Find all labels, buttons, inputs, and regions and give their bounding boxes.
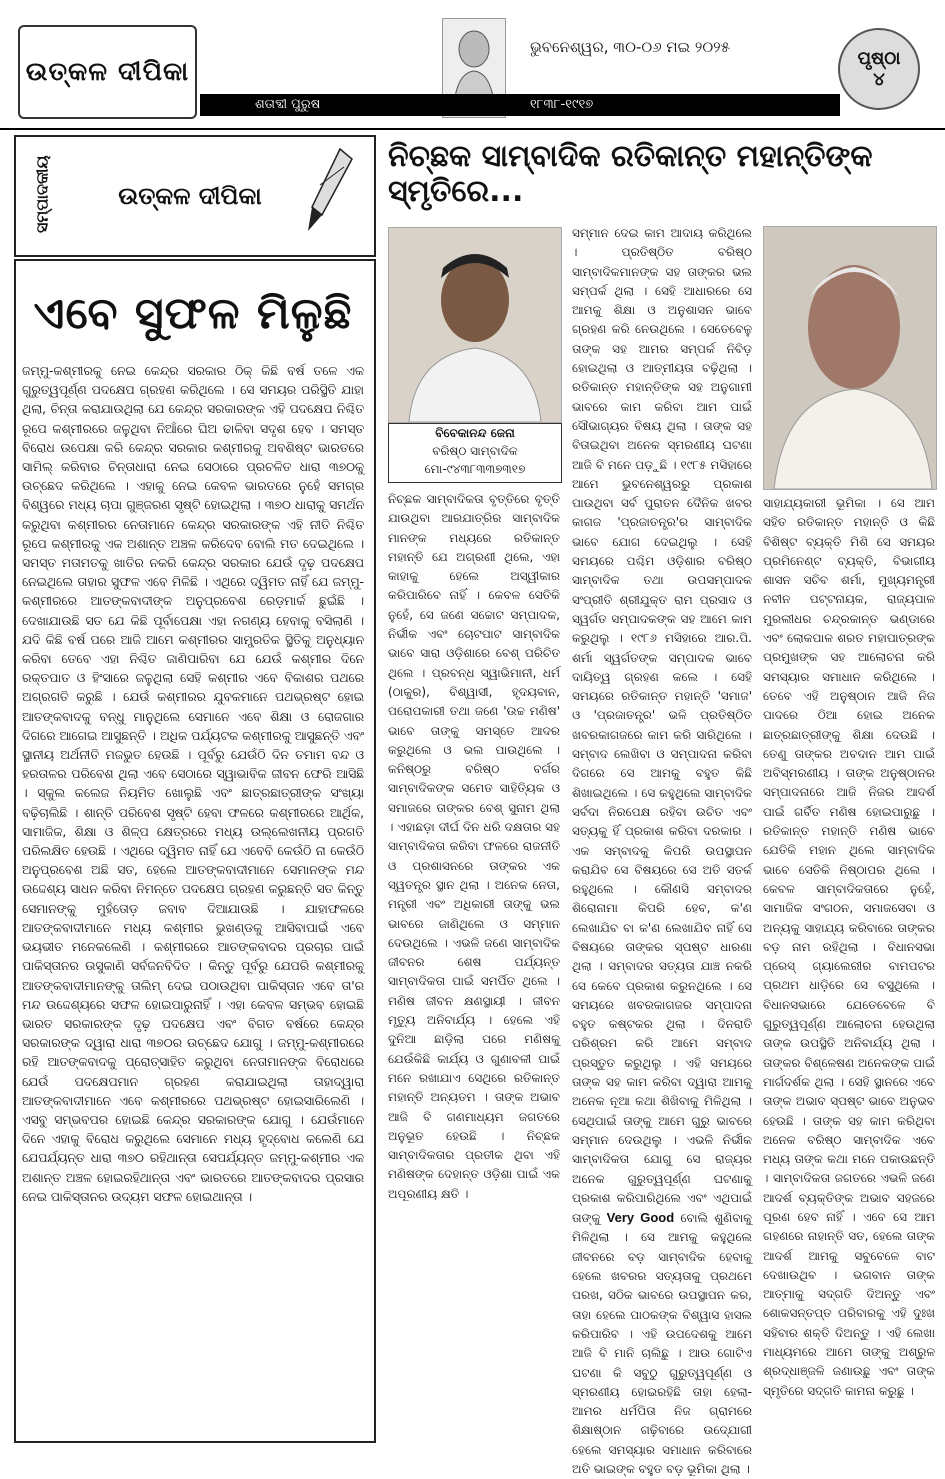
article-column-3 xyxy=(763,494,935,1401)
masthead-rule xyxy=(0,128,945,130)
article-text xyxy=(572,224,752,1479)
article-column-1 xyxy=(388,490,560,1204)
article-text-part: ବୋଲି ଶୁଣିବାକୁ ମିଳିଥିଲା । ସେ ଆମକୁ କହୁଥିଲେ ଜୀବନରେ ବଡ଼ ସାମ୍ବାଦିକ ହେବାକୁ ହେଲେ ଖବରର ସତ୍ୟତାକୁ ପ୍ରଥମେ ପରଖ, ସଠିକ ଭାବରେ ଉପସ୍ଥାପନ କର, ତାହା ହେଲେ ପାଠକଙ୍କ ବିଶ୍ୱାସ ହାସଲ କରିପାରିବ । ଏହି ଉପଦେଶକୁ ଆମେ ଆଜି ବି ମାନି ଚାଲିଛୁ । ଆଉ ଗୋଟିଏ ଘଟଣା କି ସବୁଠୁ ଗୁରୁତ୍ୱପୂର୍ଣ୍ଣ ଓ ସ୍ମରଣୀୟ ହୋଇରହିଛି ତାହା ହେଲା- ଆମର ଧର୍ମପିତା ନିଜ ଗ୍ରାମରେ ଶିକ୍ଷାଷ୍ଠାନ ଗଢ଼ିବାରେ ଉଦ୍ଯୋଗୀ ହେଲେ ସମସ୍ୟାର ସମାଧାନ କରିବାରେ ଅତି ଭାଇଙ୍କ ବହୁତ ବଡ଼ ଭୂମିକା ଥିଲା । xyxy=(572,1211,752,1476)
masthead-tagline: ଶତାବ୍ଦୀ ପୁରୁଷ xyxy=(255,97,321,112)
person-photo-icon xyxy=(389,228,561,422)
masthead-date: ଭୁବନେଶ୍ୱର, ୩୦-୦୬ ମଇ ୨୦୨୫ xyxy=(530,38,731,56)
masthead-bar xyxy=(200,94,840,116)
article-text-part: ସମ୍ମାନ ଦେଇ କାମ ଆଦାୟ କରିଥିଲେ । ପ୍ରତିଷ୍ଠିତ ବରିଷ୍ଠ ସାମ୍ବାଦିକମାନଙ୍କ ସହ ତାଙ୍କର ଭଲ ସମ୍ପର୍କ ଥିଲା । ସେହି ଆଧାରରେ ସେ ଆମକୁ ଶିକ୍ଷା ଓ ଅନୁଶାସନ ଭାବେ ଗ୍ରହଣ କରି ନେଉଥିଲେ । ସେତେବେଳୁ ତାଙ୍କ ସହ ଆମର ସମ୍ପର୍କ ନିବିଡ଼ ହୋଇଥିଲା ଓ ଆତ୍ମୀୟତା ବଢ଼ିଥିଲା । ରତିକାନ୍ତ ମହାନ୍ତିଙ୍କ ସହ ଅନୁଗାମୀ ଭାବରେ କାମ କରିବା ଆମ ପାଇଁ ସୌଭାଗ୍ୟର ବିଷୟ ଥିଲା । ତାଙ୍କ ସହ ବିତାଇଥିବା ଅନେକ ସ୍ମରଣୀୟ ଘଟଣା ଆଜି ବି ମନେ ପଡ଼ୁଛି । ୧୯୮୫ ମସିହାରେ ଆମେ ଭୁବନେଶ୍ୱରରୁ ପ୍ରକାଶ ପାଉଥିବା ସର୍ବ ପୁରାତନ ଦୈନିକ ଖବର କାଗଜ 'ପ୍ରଜାତନ୍ତ୍ର'ର ସାମ୍ବାଦିକ ଭାବେ ଯୋଗ ଦେଇଥିଲୁ । ସେହି ସମୟରେ ପଶ୍ଚିମ ଓଡ଼ିଶାର ବରିଷ୍ଠ ସାମ୍ବାଦିକ ତଥା ଉପସମ୍ପାଦକ ସଂପ୍ରୀତି ଶ୍ରୀଯୁକ୍ତ ରାମ ପ୍ରସାଦ ଓ ସ୍ୱର୍ଗତ ସମ୍ପାଦକଙ୍କ ସହ ଆମେ କାମ କରୁଥିଲୁ । ୧୯୮୬ ମସିହାରେ ଆର.ପି. ଶର୍ମା ସ୍ୱର୍ଗତଙ୍କ ସମ୍ପାଦକ ଭାବେ ଦାୟିତ୍ୱ ଗ୍ରହଣ କଲେ । ସେହି ସମୟରେ ରତିକାନ୍ତ ମହାନ୍ତି 'ସମାଜ' ଓ 'ପ୍ରଜାତନ୍ତ୍ର' ଭଳି ପ୍ରତିଷ୍ଠିତ ଖବରକାଗଜରେ କାମ କରି ସାରିଥିଲେ । ସମ୍ବାଦ ଲେଖିବା ଓ ସମ୍ପାଦନା କରିବା ଦିଗରେ ସେ ଆମକୁ ବହୁତ କିଛି ଶିଖାଇଥିଲେ । ସେ କହୁଥିଲେ ସାମ୍ବାଦିକ ସର୍ବଦା ନିରପେକ୍ଷ ରହିବା ଉଚିତ ଏବଂ ସତ୍ୟକୁ ହିଁ ପ୍ରକାଶ କରିବା ଦରକାର । ଏକ ସମ୍ବାଦକୁ କିପରି ଉପସ୍ଥାପନ କରାଯିବ ସେ ବିଷୟରେ ସେ ଅତି ସତର୍କ ରହୁଥିଲେ । କୌଣସି ସମ୍ବାଦର ଶିରୋନାମା କିପରି ହେବ, କ'ଣ ଲେଖାଯିବ ବା କ'ଣ ଲେଖାଯିବ ନାହିଁ ସେ ବିଷୟରେ ତାଙ୍କର ସ୍ପଷ୍ଟ ଧାରଣା ଥିଲା । ସମ୍ବାଦର ସତ୍ୟତା ଯାଞ୍ଚ ନକରି ସେ କେବେ ପ୍ରକାଶ କରୁନଥିଲେ । ସେ ସମୟରେ ଖବରକାଗଜର ସମ୍ପାଦନା ବହୁତ କଷ୍ଟକର ଥିଲା । ଦିନରାତି ପରିଶ୍ରମ କରି ଆମେ ସମ୍ବାଦ ପ୍ରସ୍ତୁତ କରୁଥିଲୁ । ଏହି ସମୟରେ ତାଙ୍କ ସହ କାମ କରିବା ଦ୍ୱାରା ଆମକୁ ଅନେକ ନୂଆ କଥା ଶିଖିବାକୁ ମିଳିଥିଲା । ସେଥିପାଇଁ ତାଙ୍କୁ ଆମେ ଗୁରୁ ଭାବରେ ସମ୍ମାନ ଦେଉଥିଲୁ । ଏଭଳି ନିର୍ଭୀକ ସାମ୍ବାଦିକତା ଯୋଗୁ ସେ ରାଜ୍ୟର ଅନେକ ଗୁରୁତ୍ୱପୂର୍ଣ୍ଣ ଘଟଣାକୁ ପ୍ରକାଶ କରିପାରିଥିଲେ ଏବଂ ଏଥିପାଇଁ ତାଙ୍କୁ xyxy=(572,226,752,1226)
editorial-text: ଜମ୍ମୁ-କଶ୍ମୀରକୁ ନେଇ କେନ୍ଦ୍ର ସରକାର ଠିକ୍ କିଛି ବର୍ଷ ତଳେ ଏକ ଗୁରୁତ୍ୱପୂର୍ଣ୍ଣ ପଦକ୍ଷେପ ଗ୍ରହଣ କରିଥିଲେ । ସେ ସମୟର ପରିସ୍ଥିତି ଯାହା ଥିଲା, ଚିନ୍ତା କରାଯାଉଥିଲା ଯେ କେନ୍ଦ୍ର ସରକାରଙ୍କ ଏହି ପଦକ୍ଷେପ ନିଶ୍ଚିତ ରୂପେ କଶ୍ମୀରରେ ଜଳୁଥିବା ନିଆଁରେ ଘିଅ ଢାଳିବା ସଦୃଶ ହେବ । ସମସ୍ତ ବିରୋଧ ଉପେକ୍ଷା କରି କେନ୍ଦ୍ର ସରକାର କଶ୍ମୀରକୁ ଅବଶିଷ୍ଟ ଭାରତରେ ସାମିଲ୍ କରିବାର ଚିନ୍ତାଧାରା ନେଇ ସେଠାରେ ପ୍ରଚଳିତ ଧାରା ୩୭୦କୁ ଉଚ୍ଛେଦ କରିଥିଲେ । ଏହାକୁ ନେଇ କେବଳ ଭାରତରେ ନୁହେଁ ସମଗ୍ର ବିଶ୍ୱରେ ମଧ୍ୟ ଚାପା ଗୁଞ୍ଜରଣ ସୃଷ୍ଟି ହୋଇଥିଲା । ୩୭୦ ଧାରାକୁ ସମର୍ଥନ କରୁଥିବା କଶ୍ମୀରର ନେତାମାନେ କେନ୍ଦ୍ର ସରକାରଙ୍କ ଏହି ନୀତି ନିଶ୍ଚିତ ରୂପେ କଶ୍ମୀରକୁ ଏକ ଅଶାନ୍ତ ଅଞ୍ଚଳ କରିଦେବ ବୋଲି ମତ ଦେଇଥିଲେ । ସମସ୍ତ ମତାମତକୁ ଖାତିର ନକରି କେନ୍ଦ୍ର ସରକାର ଯେଉଁ ଦୃଢ଼ ପଦକ୍ଷେପ ନେଇଥିଲେ ତାହାର ସୁଫଳ ଏବେ ମିଳିଛି । ଏଥିରେ ଦ୍ୱିମତ ନାହିଁ ଯେ ଜମ୍ମୁ-କଶ୍ମୀରରେ ଆତଙ୍କବାଦୀଙ୍କ ଅନୁପ୍ରବେଶ ରେଡ଼ମାର୍କ ଛୁଇଁଛି । ଦେଖାଯାଉଛି ସତ ଯେ କିଛି ପୂର୍ବାପେକ୍ଷା ଏହା ନଗଣ୍ୟ ହେବାକୁ ବସିଲାଣି । ଯଦି କିଛି ବର୍ଷ ପରେ ଆଜି ଆମେ କଶ୍ମୀରର ସାମ୍ପ୍ରତିକ ସ୍ଥିତିକୁ ଅନୁଧ୍ୟାନ କରିବା ତେବେ ଏହା ନିଶ୍ଚିତ ଜାଣିପାରିବା ଯେ ଯେଉଁ କଶ୍ମୀର ଦିନେ ରକ୍ତପାତ ଓ ହିଂସାରେ ଜଳୁଥିଲା ସେହି କଶ୍ମୀର ଏବେ ବିକାଶର ପଥରେ ଅଗ୍ରଗତି କରୁଛି । ଯେଉଁ କଶ୍ମୀରର ଯୁବକମାନେ ପଥଭ୍ରଷ୍ଟ ହୋଇ ଆତଙ୍କବାଦକୁ ବନ୍ଧୁ ମାନୁଥିଲେ ସେମାନେ ଏବେ ଶିକ୍ଷା ଓ ରୋଜଗାର ଦିଗରେ ଆଗେଇ ଆସୁଛନ୍ତି । ଅଧିକ ପର୍ଯ୍ୟଟକ କଶ୍ମୀରକୁ ଆସୁଛନ୍ତି ଏବଂ ସ୍ଥାନୀୟ ଅର୍ଥନୀତି ମଜଭୁତ ହେଉଛି । ପୂର୍ବରୁ ଯେଉଁଠି ଦିନ ତମାମ ବନ୍ଦ ଓ ହରତାଳର ପରିବେଶ ଥିଲା ଏବେ ସେଠାରେ ସ୍ୱାଭାବିକ ଜୀବନ ଫେରି ଆସିଛି । ସ୍କୁଲ କଲେଜ ନିୟମିତ ଖୋଲୁଛି ଏବଂ ଛାତ୍ରଛାତ୍ରୀଙ୍କ ସଂଖ୍ୟା ବଢ଼ିଚାଲିଛି । ଶାନ୍ତି ପରିବେଶ ସୃଷ୍ଟି ହେବା ଫଳରେ କଶ୍ମୀରରେ ଆର୍ଥିକ, ସାମାଜିକ, ଶିକ୍ଷା ଓ ଶିଳ୍ପ କ୍ଷେତ୍ରରେ ମଧ୍ୟ ଉଲ୍ଲେଖନୀୟ ପ୍ରଗତି ପରିଲକ୍ଷିତ ହେଉଛି । ଏଥିରେ ଦ୍ୱିମତ ନାହିଁ ଯେ ଏବେବି କେଉଁଠି ନା କେଉଁଠି ଅନୁପ୍ରବେଶ ଅଛି ସତ, ହେଲେ ଆତଙ୍କବାଦୀମାନେ ସେମାନଙ୍କ ମନ୍ଦ ଉଦ୍ଦେଶ୍ୟ ସାଧନ କରିବା ନିମନ୍ତେ ପଦକ୍ଷେପ ଗ୍ରହଣ କରୁଛନ୍ତି ସତ କିନ୍ତୁ ସେମାନଙ୍କୁ ମୁହଁତୋଡ଼ ଜବାବ ଦିଆଯାଉଛି । ଯାହାଫଳରେ ଆତଙ୍କବାଦୀମାନେ ମଧ୍ୟ କଶ୍ମୀର ଭୁଖଣ୍ଡକୁ ଆସିବାପାଇଁ ଏବେ ଭୟଭୀତ ମନେକଲେଣି । କଶ୍ମୀରରେ ଆତଙ୍କବାଦର ପ୍ରଚାର ପାଇଁ ପାକିସ୍ତାନର ଉସୁକାଣି ସର୍ବଜନବିଦିତ । କିନ୍ତୁ ପୂର୍ବରୁ ଯେପରି କଶ୍ମୀରକୁ ଆତଙ୍କବାଦୀମାନଙ୍କୁ ତାଲିମ୍ ଦେଇ ପଠାଉଥିବା ପାକିସ୍ତାନ ଏବେ ତା'ର ମନ୍ଦ ଉଦ୍ଦେଶ୍ୟରେ ସଫଳ ହୋଇପାରୁନାହିଁ । ଏହା କେବଳ ସମ୍ଭବ ହୋଇଛି ଭାରତ ସରକାରଙ୍କ ଦୃଢ଼ ପଦକ୍ଷେପ ଏବଂ ବିଗତ ବର୍ଷରେ କେନ୍ଦ୍ର ସରକାରଙ୍କ ଦ୍ୱାରା ଧାରା ୩୭୦ର ଉଚ୍ଛେଦ ଯୋଗୁ । ଜମ୍ମୁ-କଶ୍ମୀରରେ ରହି ଆତଙ୍କବାଦକୁ ପ୍ରୋତ୍ସାହିତ କରୁଥିବା ନେତାମାନଙ୍କ ବିରୋଧରେ ଯେଉଁ ପଦକ୍ଷେପମାନ ଗ୍ରହଣ କରାଯାଇଥିଲା ତାହାଦ୍ୱାରା ଆତଙ୍କବାଦୀମାନେ ଏବେ କଶ୍ମୀରରେ ପଥଭ୍ରଷ୍ଟ ହୋଇସାରିଲେଣି । ଏସବୁ ସମ୍ଭବପର ହୋଇଛି କେନ୍ଦ୍ର ସରକାରଙ୍କ ଯୋଗୁ । ଯେଉଁମାନେ ଦିନେ ଏହାକୁ ବିରୋଧ କରୁଥିଲେ ସେମାନେ ମଧ୍ୟ ହୃଦ୍‌ବୋଧ କଲେଣି ଯେ ଯେପର୍ଯ୍ୟନ୍ତ ଧାରା ୩୭୦ ରହିଥାନ୍ତା ସେପର୍ଯ୍ୟନ୍ତ ଜମ୍ମୁ-କଶ୍ମୀର ଏକ ଅଶାନ୍ତ ଅଞ୍ଚଳ ହୋଇରହିଥାନ୍ତା ଏବଂ ଭାରତରେ ଆତଙ୍କବାଦର ପ୍ରସାର ନେଇ ପାକିସ୍ତାନର ଉଦ୍ୟମ ସଫଳ ହୋଇଥାନ୍ତା । xyxy=(22,364,364,1204)
article-text: ସାହାଯ୍ୟକାରୀ ଭୂମିକା । ସେ ଆମ ସହିତ ରତିକାନ୍ତ ମହାନ୍ତି ଓ କିଛି ବିଶିଷ୍ଟ ବ୍ୟକ୍ତି ମିଶି ସେ ସମୟର ପ୍ରମିନେଣ୍ଟ ବ୍ୟକ୍ତି, ବିଭାଗୀୟ ଶାସନ ସଚିବ ଶର୍ମା, ମୁଖ୍ୟମନ୍ତ୍ରୀ ନବୀନ ପଟ୍ଟନାୟକ, ରାଜ୍ୟପାଳ ମୁରଲୀଧର ଚନ୍ଦ୍ରକାନ୍ତ ଭଣ୍ଡାରେ ଏବଂ ଲୋକପାଳ ଶରତ ମହାପାତ୍ରଙ୍କ ପ୍ରମୁଖଙ୍କ ସହ ଆଲୋଚନା କରି ସମସ୍ୟାର ସମାଧାନ କରିଥିଲେ । ତେବେ ଏହି ଅନୁଷ୍ଠାନ ଆଜି ନିଜ ପାଦରେ ଠିଆ ହୋଇ ଅନେକ ଛାତ୍ରଛାତ୍ରୀଙ୍କୁ ଶିକ୍ଷା ଦେଉଛି । ତେଣୁ ତାଙ୍କର ଅବଦାନ ଆମ ପାଇଁ ଅବିସ୍ମରଣୀୟ । ତାଙ୍କ ଅନୁଷ୍ଠାନର ସମ୍ପାଦନାରେ ଆଜି ନିଜର ଆଦର୍ଶ ପାଇଁ ଗର୍ବିତ ମଣିଷ ହୋଇପାରୁଛୁ । ରତିକାନ୍ତ ମହାନ୍ତି ମଣିଷ ଭାବେ ଯେତିକି ମହାନ ଥିଲେ ସାମ୍ବାଦିକ ଭାବେ ସେତିକି ନିଷ୍ଠାପର ଥିଲେ । କେବଳ ସାମ୍ବାଦିକତାରେ ନୁହେଁ, ସାମାଜିକ ସଂଗଠନ, ସମାଜସେବା ଓ ଅନ୍ୟକୁ ସାହାଯ୍ୟ କରିବାରେ ତାଙ୍କର ବଡ଼ ନାମ ରହିଥିଲା । ବିଧାନସଭା ପ୍ରେସ୍ ଗ୍ୟାଲେରୀର ବାମପଟର ପ୍ରଥମ ଧାଡ଼ିରେ ସେ ବସୁଥିଲେ । ବିଧାନସଭାରେ ଯେତେବେଳେ ବି ଗୁରୁତ୍ୱପୂର୍ଣ୍ଣ ଆଲୋଚନା ହେଉଥିଲା ତାଙ୍କ ଉପସ୍ଥିତି ଅନିବାର୍ଯ୍ୟ ଥିଲା । ତାଙ୍କର ବିଶ୍ଳେଷଣ ଅନେକଙ୍କ ପାଇଁ ମାର୍ଗଦର୍ଶକ ଥିଲା । ସେହି ସ୍ଥାନରେ ଏବେ ତାଙ୍କ ଅଭାବ ସ୍ପଷ୍ଟ ଭାବେ ଅନୁଭବ ହେଉଛି । ତାଙ୍କ ସହ କାମ କରିଥିବା ଅନେକ ବରିଷ୍ଠ ସାମ୍ବାଦିକ ଏବେ ମଧ୍ୟ ତାଙ୍କ କଥା ମନେ ପକାଉଛନ୍ତି । ସାମ୍ବାଦିକତା ଜଗତରେ ଏଭଳି ଜଣେ ଆଦର୍ଶ ବ୍ୟକ୍ତିଙ୍କ ଅଭାବ ସହଜରେ ପୂରଣ ହେବ ନାହିଁ । ଏବେ ସେ ଆମ ଗହଣରେ ନାହାନ୍ତି ସତ, ହେଲେ ତାଙ୍କ ଆଦର୍ଶ ଆମକୁ ସବୁବେଳେ ବାଟ ଦେଖାଉଥିବ । ଭଗବାନ ତାଙ୍କ ଆତ୍ମାକୁ ସଦ୍‌ଗତି ଦିଅନ୍ତୁ ଏବଂ ଶୋକସନ୍ତପ୍ତ ପରିବାରକୁ ଏହି ଦୁଃଖ ସହିବାର ଶକ୍ତି ଦିଅନ୍ତୁ । ଏହି ଲେଖା ମାଧ୍ୟମରେ ଆମେ ତାଙ୍କୁ ଅଶ୍ରୁଳ ଶ୍ରଦ୍ଧାଞ୍ଜଳି ଜଣାଉଛୁ ଏବଂ ତାଙ୍କ ସ୍ମୃତିରେ ସଦ୍‌ଗତି କାମନା କରୁଛୁ । xyxy=(763,496,935,1398)
editorial-headline: ଏବେ ସୁଫଳ ମିଳୁଛି xyxy=(33,287,353,339)
page-label: ପୃଷ୍ଠା xyxy=(857,48,901,69)
author-name: ବିବେକାନନ୍ଦ ଜେନା xyxy=(435,426,515,440)
person-photo-icon xyxy=(764,227,936,489)
feature-headline: ନିଚ୍ଛକ ସାମ୍ବାଦିକ ରତିକାନ୍ତ ମହାନ୍ତିଙ୍କ ସ୍ମୃତିରେ... xyxy=(388,139,873,209)
author-phone: ମୋ-୯୪୩୮୩୩୭୩୧୭ xyxy=(424,462,526,476)
very-good-text: Very Good xyxy=(606,1210,675,1226)
author-role: ବରିଷ୍ଠ ସାମ୍ବାଦିକ xyxy=(432,444,518,458)
article-text: ନିଚ୍ଛକ ସାମ୍ବାଦିକତା ବୃତ୍ତିରେ ବୃତ୍ତି ଯାଉଥିବା ଆରଯାତ୍ରିର ସାମ୍ବାଦିକ ମାନଙ୍କ ମଧ୍ୟରେ ରତିକାନ୍ତ ମହାନ୍ତି ଯେ ଅଗ୍ରଣୀ ଥିଲେ, ଏହା କାହାକୁ ହେଲେ ଅସ୍ୱୀକାର କରିପାରିବେ ନାହିଁ । କେବଳ ସେତିକି ନୁହେଁ, ସେ ଜଣେ ସଚ୍ଚୋଟ ସମ୍ପାଦକ, ନିର୍ଭୀକ ଏବଂ ଚୋଟପାଟ ସାମ୍ବାଦିକ ଭାବେ ସାରା ଓଡ଼ିଶାରେ ବେଶ୍ ପରିଚିତ ଥିଲେ । ପ୍ରବନ୍ଧ ସ୍ୱାଭିମାନୀ, ଧର୍ମ (ଠାକୁର), ବିଶ୍ୱାସୀ, ହୃଦୟବାନ, ପରୋପକାରୀ ତଥା ଜଣେ 'ଉଚ୍ଚ ମଣିଷ' ଭାବେ ତାଙ୍କୁ ସମସ୍ତେ ଆଦର କରୁଥିଲେ ଓ ଭଲ ପାଉଥିଲେ । କନିଷ୍ଠରୁ ବରିଷ୍ଠ ବର୍ଗର ସାମ୍ବାଦିକଙ୍କ ସମେତ ସାହିତ୍ୟିକ ଓ ସମାଜରେ ତାଙ୍କର ବେଶ୍ ସୁନାମ ଥିଲା । ଏହାଛଡ଼ା ଦୀର୍ଘ ଦିନ ଧରି ଦକ୍ଷତାର ସହ ସାମ୍ବାଦିକତା କରିବା ଫଳରେ ରାଜନୀତି ଓ ପ୍ରଶାସନରେ ତାଙ୍କର ଏକ ସ୍ୱତନ୍ତ୍ର ସ୍ଥାନ ଥିଲା । ଅନେକ ନେତା, ମନ୍ତ୍ରୀ ଏବଂ ଅଧିକାରୀ ତାଙ୍କୁ ଭଲ ଭାବରେ ଜାଣିଥିଲେ ଓ ସମ୍ମାନ ଦେଉଥିଲେ । ଏଭଳି ଜଣେ ସାମ୍ବାଦିକ ଜୀବନର ଶେଷ ପର୍ଯ୍ୟନ୍ତ ସାମ୍ବାଦିକତା ପାଇଁ ସମର୍ପିତ ଥିଲେ । ମଣିଷ ଜୀବନ କ୍ଷଣସ୍ଥାୟୀ । ଜୀବନ ମୃତ୍ୟୁ ଅନିବାର୍ଯ୍ୟ । ହେଲେ ଏହି ଦୁନିଆ ଛାଡ଼ିଲା ପରେ ମଣିଷକୁ ଯେଉଁକିଛି କାର୍ଯ୍ୟ ଓ ଗୁଣାବଳୀ ପାଇଁ ମନେ ରଖାଯାଏ ସେଥିରେ ରତିକାନ୍ତ ମହାନ୍ତି ଅନ୍ୟତମ । ତାଙ୍କ ଅଭାବ ଆଜି ବି ଗଣମାଧ୍ୟମ ଜଗତରେ ଅନୁଭୂତ ହେଉଛି । ନିଚ୍ଛକ ସାମ୍ବାଦିକତାର ପ୍ରତୀକ ଥିବା ଏହି ମଣିଷଙ୍କ ଦେହାନ୍ତ ଓଡ଼ିଶା ପାଇଁ ଏକ ଅପୂରଣୀୟ କ୍ଷତି । xyxy=(388,492,560,1201)
author-caption xyxy=(388,423,562,483)
author-photo xyxy=(388,227,562,423)
page-number: ୪ xyxy=(873,69,885,90)
article-column-2 xyxy=(572,224,752,1479)
editorial-body xyxy=(22,362,364,1207)
subject-photo xyxy=(763,226,937,490)
masthead-logo: ଉତ୍କଳ ଦୀପିକା xyxy=(18,25,197,119)
section-side-label: ସମ୍ପାଦକୀୟ xyxy=(14,135,68,253)
page-number-badge xyxy=(838,28,920,110)
fountain-pen-icon xyxy=(300,145,360,235)
masthead-years: ୧୮୩୮-୧୯୧୭ xyxy=(530,97,594,112)
section-logo: ଉତ୍କଳ ଦୀପିକା xyxy=(118,180,262,210)
